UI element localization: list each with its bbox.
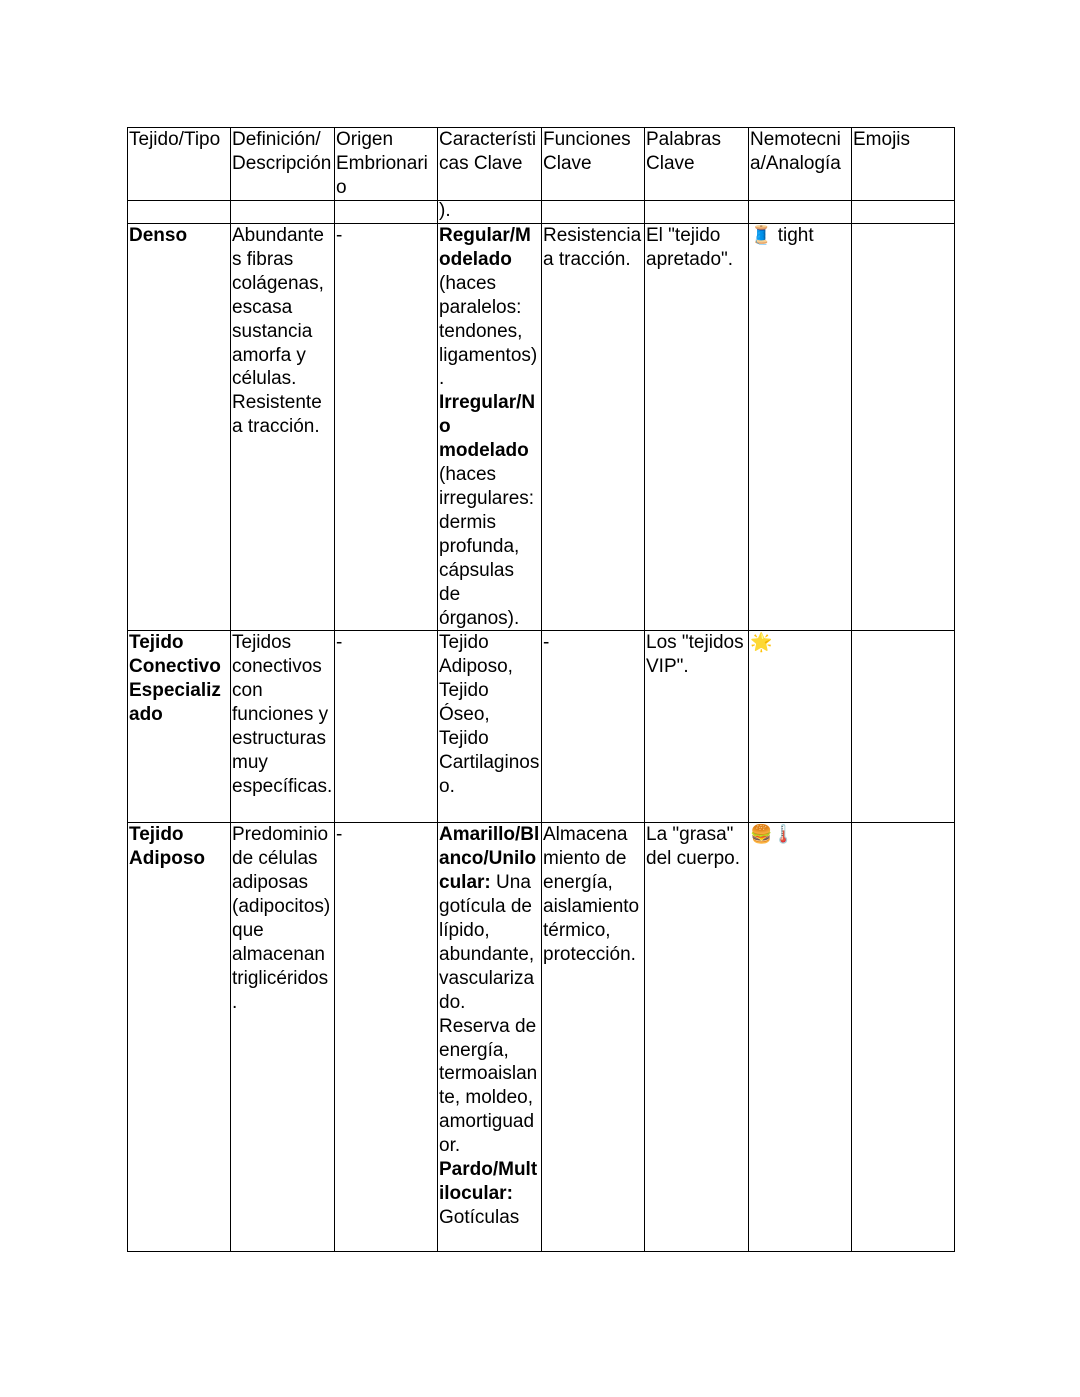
header-nemotecnia: Nemotecnia/Analogía	[749, 128, 852, 201]
cell-nemotecnia	[749, 823, 852, 1252]
cell-origen: -	[335, 224, 438, 631]
star-icon: 🌟	[750, 632, 773, 654]
nemotecnia-text: tight	[777, 225, 814, 246]
cell-continuation-caracteristicas: ).	[438, 201, 542, 224]
header-funciones: Funciones Clave	[542, 128, 645, 201]
cell-empty	[231, 201, 335, 224]
burger-thermometer-icon: 🍔🌡️	[750, 824, 795, 846]
cell-palabras: Los "tejidos VIP".	[645, 631, 749, 823]
table-row	[128, 631, 955, 823]
cell-nemotecnia	[749, 631, 852, 823]
cell-emojis	[852, 224, 955, 631]
cell-funciones: Almacenamiento de energía, aislamiento térmico, protección.	[542, 823, 645, 1252]
subtype-label: Regular/Modelado	[439, 225, 531, 270]
header-row	[128, 128, 955, 201]
cell-empty	[852, 201, 955, 224]
cell-definicion: Tejidos conectivos con funciones y estructuras muy específicas.	[231, 631, 335, 823]
cell-empty	[749, 201, 852, 224]
subtype-text: Gotículas	[439, 1206, 520, 1228]
header-tejido: Tejido/Tipo	[128, 128, 231, 201]
subtype-text: (haces irregulares: dermis profunda, cápsulas de órganos).	[439, 464, 535, 629]
header-palabras: Palabras Clave	[645, 128, 749, 201]
header-definicion: Definición/ Descripción	[231, 128, 335, 201]
cell-empty	[128, 201, 231, 224]
subtype-label: Irregular/No modelado	[439, 392, 536, 462]
cell-emojis	[852, 631, 955, 823]
cell-caracteristicas	[438, 823, 542, 1252]
cell-tejido: Tejido Adiposo	[128, 823, 231, 1252]
table-row	[128, 224, 955, 631]
cell-palabras: El "tejido apretado".	[645, 224, 749, 631]
cell-emojis	[852, 823, 955, 1252]
subtype-label: Amarillo/Blanco/Unilocular:	[439, 824, 540, 894]
cell-caracteristicas	[438, 224, 542, 631]
header-origen: Origen Embrionario	[335, 128, 438, 201]
header-emojis: Emojis	[852, 128, 955, 201]
cell-empty	[645, 201, 749, 224]
cell-nemotecnia	[749, 224, 852, 631]
table-row	[128, 823, 955, 1252]
subtype-text: (haces paralelos: tendones, ligamentos).	[439, 272, 538, 390]
cell-palabras: La "grasa" del cuerpo.	[645, 823, 749, 1252]
cell-tejido: Denso	[128, 224, 231, 631]
cell-tejido: Tejido Conectivo Especializado	[128, 631, 231, 823]
cell-empty	[542, 201, 645, 224]
cell-origen: -	[335, 631, 438, 823]
continuation-row	[128, 201, 955, 224]
tissue-table	[127, 127, 955, 1252]
cell-origen: -	[335, 823, 438, 1252]
subtype-label: Pardo/Multilocular:	[439, 1159, 538, 1204]
cell-definicion: Abundantes fibras colágenas, escasa sustancia amorfa y células. Resistente a tracción.	[231, 224, 335, 631]
cell-empty	[335, 201, 438, 224]
thread-spool-icon: 🧵	[750, 225, 773, 246]
header-caracteristicas: Características Clave	[438, 128, 542, 201]
cell-definicion: Predominio de células adiposas (adipocitos) que almacenan triglicéridos.	[231, 823, 335, 1252]
cell-funciones: -	[542, 631, 645, 823]
cell-caracteristicas: Tejido Adiposo, Tejido Óseo, Tejido Cartilaginoso.	[438, 631, 542, 823]
subtype-text: Una gotícula de lípido, abundante, vascularizado. Reserva de energía, termoaislante, moldeo, amortiguador.	[439, 872, 538, 1157]
cell-funciones: Resistencia a tracción.	[542, 224, 645, 631]
